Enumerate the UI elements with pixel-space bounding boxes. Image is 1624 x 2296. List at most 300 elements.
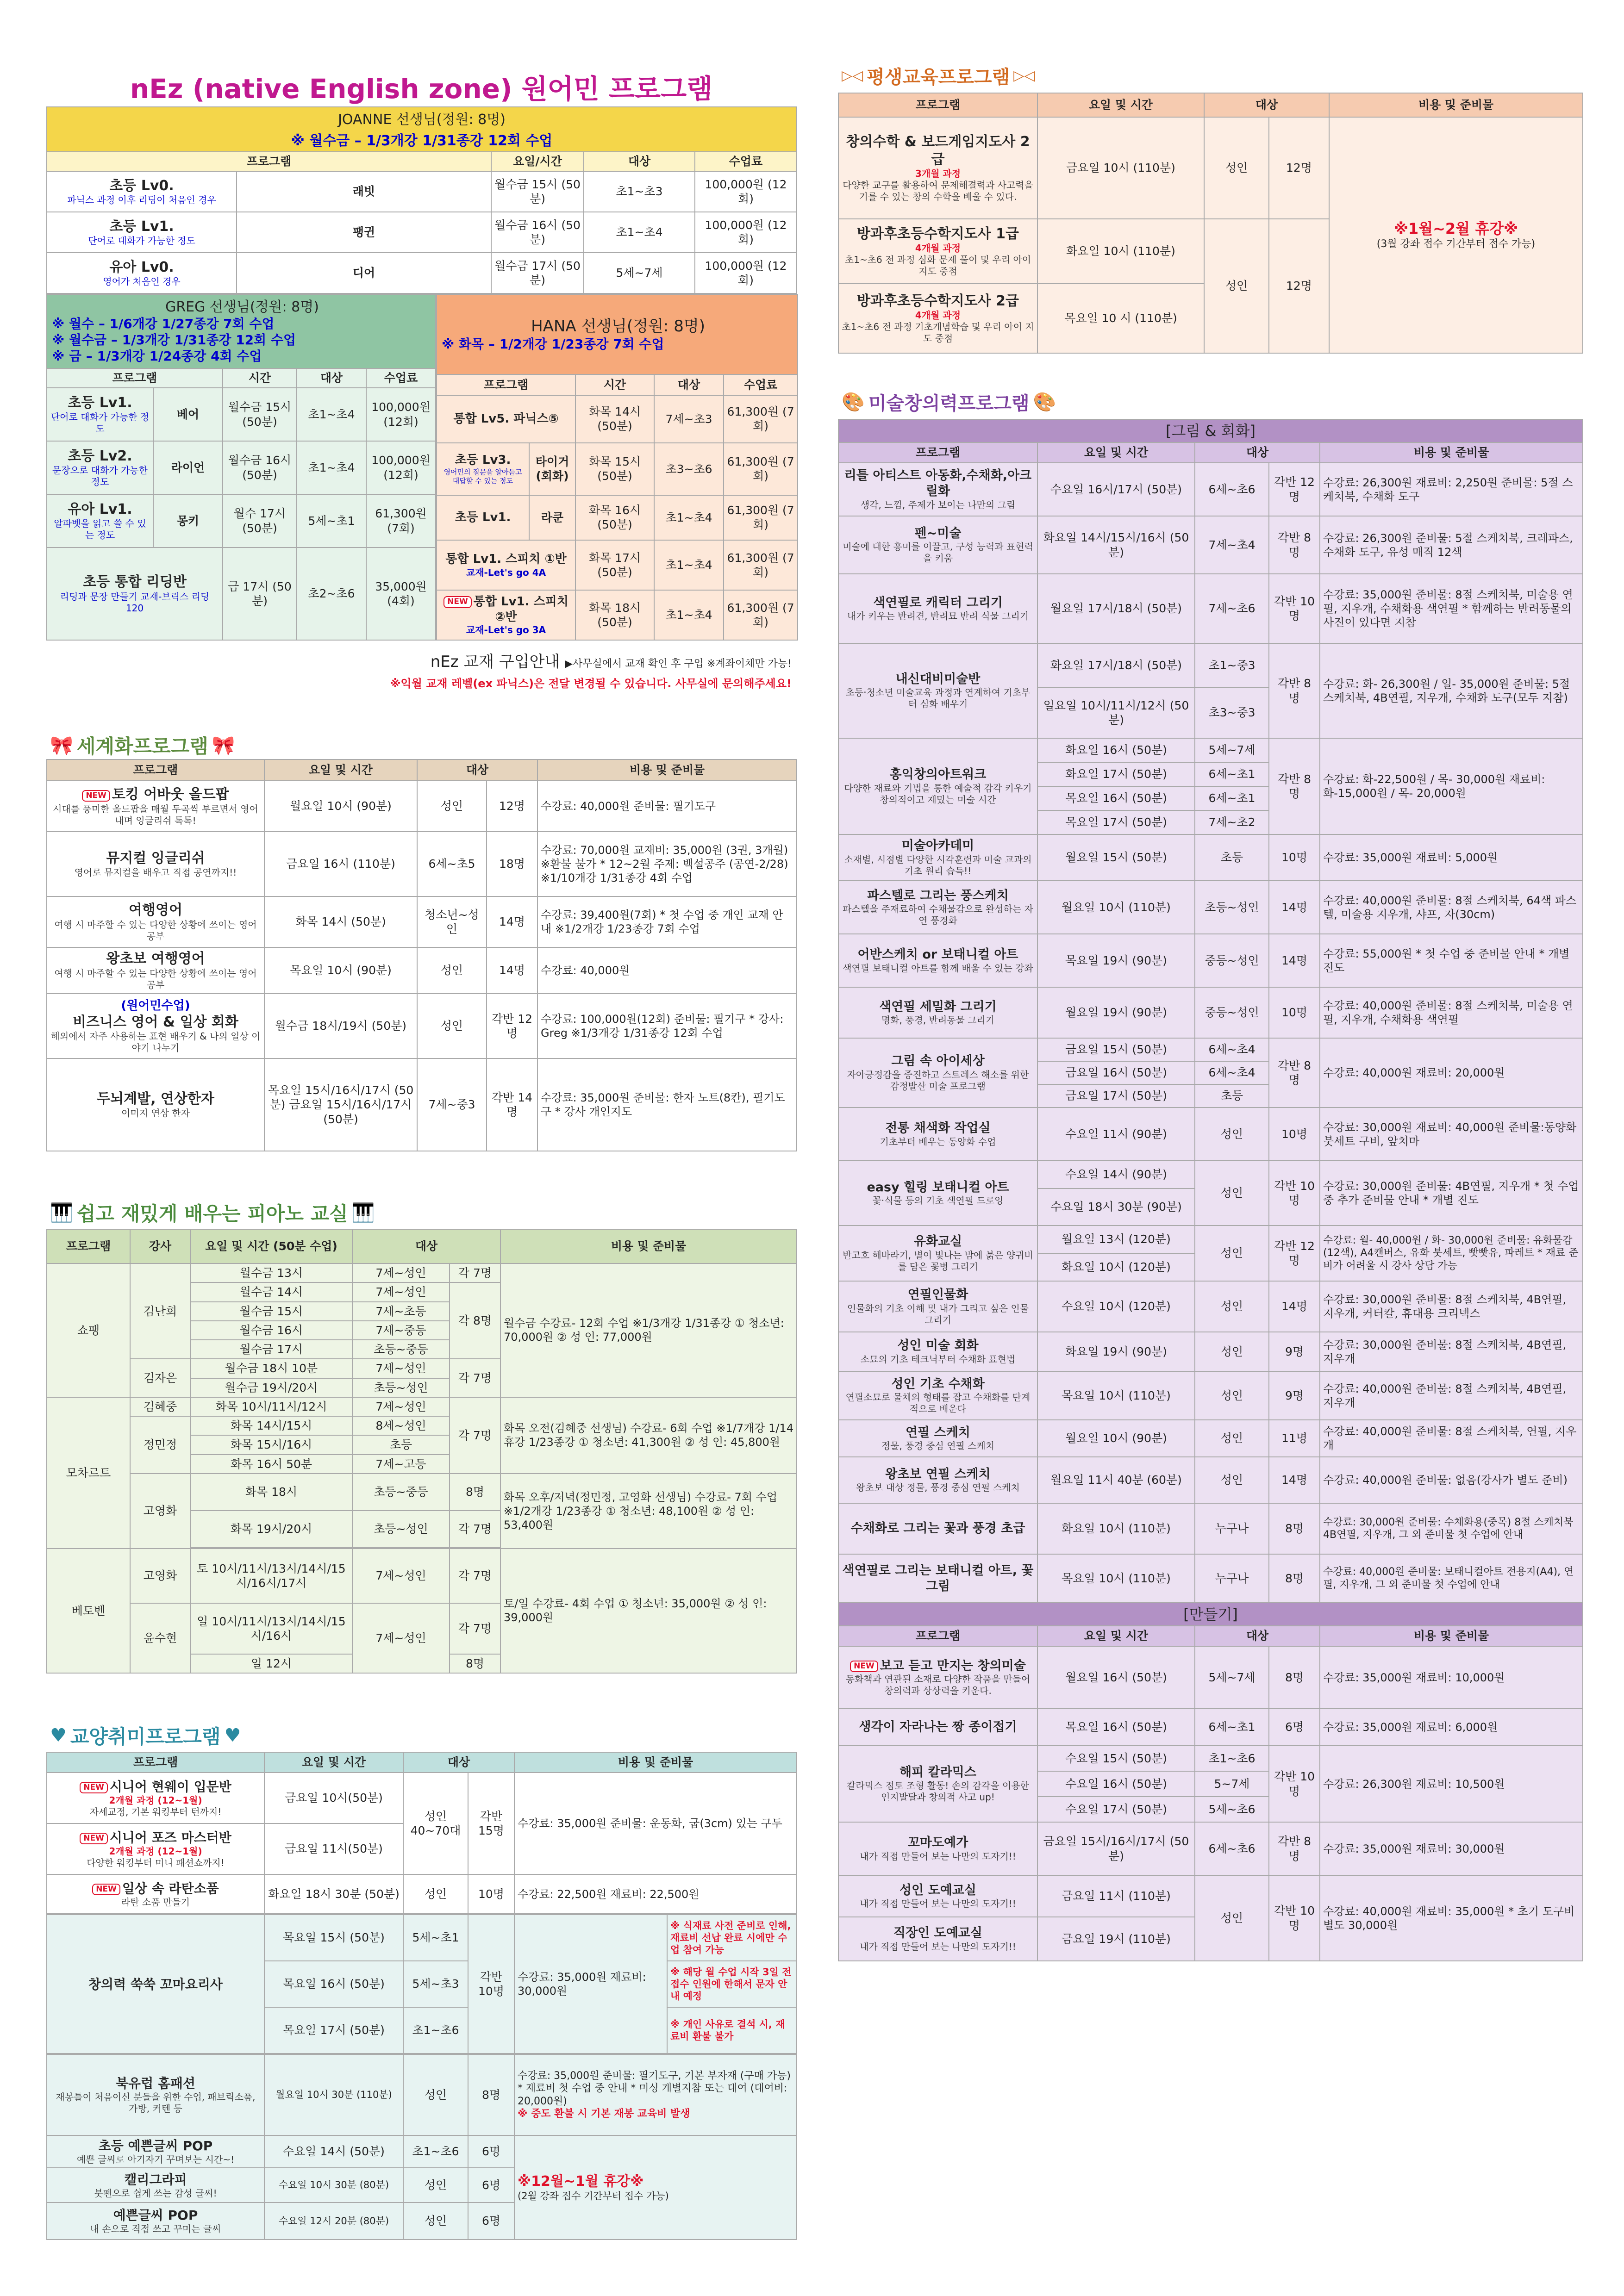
cost: 수강료: 30,000원 준비물: 8절 스케치북, 4B연필, 지우개, 커터칼, 휴대용 크리넥스 (1320, 1281, 1583, 1332)
fee: 100,000원 (12회) (695, 171, 797, 212)
capacity: 각 7명 (450, 1511, 500, 1548)
col-cost: 비용 및 준비물 (1320, 1626, 1583, 1646)
section-title: 쉽고 재밌게 배우는 피아노 교실 (76, 1202, 348, 1225)
program-name: 리틀 아티스트 아동화,수채화,아크릴화 (844, 468, 1032, 498)
time: 월수금 13시 (190, 1263, 352, 1282)
cost: 수강료: 40,000원 준비물: 8절 스케치북, 64색 파스텔, 미술용 지우개, 샤프, 자(30cm) (1320, 881, 1583, 934)
time: 월요일 19시 (90분) (1037, 987, 1195, 1038)
teacher: 김난희 (130, 1263, 190, 1359)
time: 월수금 16시 (190, 1321, 352, 1340)
cost: 화목 오후/저녁(정민정, 고영화 선생님) 수강료- 7회 수업 ※1/2개강 1/23종강 ① 청소년: 48,100원 ② 성 인: 53,400원 (500, 1474, 797, 1549)
hana-note: ※ 화목 – 1/2개강 1/23종강 7회 수업 (442, 336, 664, 352)
col-target: 대상 (584, 152, 695, 171)
ribbon-icon: ▷◁ (842, 68, 863, 84)
fee: 61,300원 (7회) (724, 495, 798, 540)
program-desc: 꽃·식물 등의 기초 색연필 드로잉 (872, 1195, 1004, 1207)
program-desc: 여행 시 마주할 수 있는 다양한 상황에 쓰이는 영어 공부 (54, 967, 257, 990)
col-program: 프로그램 (47, 759, 264, 781)
time: 수요일 14시 (90분) (1037, 1161, 1195, 1188)
time: 월요일 10시 30분 (110분) (264, 2054, 403, 2135)
col-target: 대상 (403, 1752, 514, 1773)
cost: 수강료: 월- 40,000원 / 화- 30,000원 준비물: 유화물감(12색), A4캔버스, 유화 붓세트, 빳빳유, 파레트 * 재료 준비가 어려울 시 강사 상담 가능 (1320, 1226, 1583, 1281)
col-target: 대상 (654, 374, 724, 395)
program-desc: 이미지 연상 한자 (121, 1108, 190, 1119)
hobby-table (46, 1752, 796, 2240)
table-row (437, 395, 798, 443)
target: 초등~성인 (352, 1378, 450, 1397)
time: 금요일 17시 (50분) (1037, 1084, 1195, 1108)
target: 초1~초4 (654, 590, 724, 640)
class-name: 라쿤 (529, 495, 575, 540)
program-desc: 예쁜 글씨로 아기자기 꾸며보는 시간~! (76, 2154, 234, 2165)
time: 화요일 17시 (50분) (1037, 762, 1195, 786)
capacity: 8명 (468, 2054, 514, 2135)
program-desc: 파닉스 과정 이후 리딩이 처음인 경우 (67, 194, 216, 206)
capacity: 각반 10명 (1269, 1746, 1320, 1822)
col-target: 대상 (1204, 93, 1329, 117)
cost: 수강료: 30,000원 준비물: 8절 스케치북, 4B연필, 지우개 (1320, 1332, 1583, 1371)
global-table (46, 759, 796, 1151)
teacher: 고영화 (130, 1549, 190, 1603)
time: 화목 14시 (50분) (575, 395, 654, 443)
target: 6세~초6 (1195, 463, 1269, 516)
target: 초1~중3 (1195, 643, 1269, 687)
capacity: 9명 (1269, 1371, 1320, 1420)
target: 초1~초3 (584, 171, 695, 212)
target: 6세~초6 (1195, 1822, 1269, 1875)
program-name: 시니어 현웨이 입문반 (109, 1779, 231, 1794)
capacity: 각반 10명 (1269, 1875, 1320, 1961)
cost: 수강료: 35,000원 재료비: 30,000원 (514, 1915, 667, 2053)
cost: 수강료: 화- 26,300원 / 일- 35,000원 준비물: 5절 스케치북, 4B연필, 지우개, 수채화 도구(모두 지참) (1320, 643, 1583, 738)
program-name: 유화교실 (913, 1234, 962, 1249)
program-desc: 다양한 워킹부터 미니 패션쇼까지! (87, 1857, 225, 1868)
greg-note: ※ 월수금 – 1/3개강 1/31종강 12회 수업 (52, 332, 296, 348)
palette-icon: 🎨 (1033, 392, 1056, 413)
target: 성인 (1195, 1875, 1269, 1961)
target: 성인 (1195, 1332, 1269, 1371)
target: 7세~성인 (352, 1263, 450, 1282)
target: 6세~초1 (1195, 762, 1269, 786)
time: 목요일 17시 (50분) (1037, 810, 1195, 834)
program-name: 성인 미술 회화 (897, 1338, 979, 1353)
col-target: 대상 (297, 368, 366, 388)
time: 화목 10시/11시/12시 (190, 1397, 352, 1416)
greg-name: GREG 선생님(정원: 8명) (165, 299, 319, 315)
time: 월수금 15시 (190, 1302, 352, 1321)
program-name: 초등 Lv1. (68, 394, 132, 411)
cost: 수강료: 35,000원 재료비: 10,000원 (1320, 1646, 1583, 1709)
table-row (437, 590, 798, 640)
program-desc: 다양한 재료와 기법을 통한 예술적 감각 키우기 창의적이고 재밌는 미술 시간 (844, 782, 1032, 805)
program-name: 연필인물화 (907, 1288, 968, 1302)
program-desc: 단어로 대화가 가능한 정도 (50, 411, 150, 435)
heart-icon: ♥ (50, 1725, 67, 1746)
capacity: 12명 (1269, 219, 1329, 353)
capacity: 14명 (1269, 881, 1320, 934)
cost: 화목 오전(김혜중 선생님) 수강료- 6회 수업 ※1/7개강 1/14휴강 1/23종강 ① 청소년: 41,300원 ② 성 인: 45,800원 (500, 1397, 797, 1474)
closed-notice: ※12월~1월 휴강※ (518, 2173, 644, 2190)
table-row (47, 212, 797, 253)
program-name: 방과후초등수학지도사 1급 (856, 225, 1019, 242)
class-name: 디어 (237, 253, 491, 293)
col-fee: 수업료 (366, 368, 436, 388)
nez-warning: ※익월 교재 레벨(ex 파닉스)은 전달 변경될 수 있습니다. 사무실에 문의해주세요! (390, 677, 792, 690)
fee: 100,000원 (12회) (366, 441, 436, 494)
target: 성인 (1195, 1281, 1269, 1332)
capacity: 각반 10명 (1269, 574, 1320, 643)
cost: 수강료: 35,000원 준비물: 필기도구, 기본 부자재 (구매 가능) * 재료비 첫 수업 중 안내 * 미싱 개별지참 또는 대여 (대여비: 20,000원) (518, 2070, 791, 2107)
capacity: 10명 (1269, 834, 1320, 881)
fee: 61,300원 (7회) (724, 540, 798, 590)
fee: 61,300원 (7회) (724, 590, 798, 640)
program-name: 예쁜글씨 POP (113, 2208, 198, 2223)
time: 토 10시/11시/13시/14시/15시/16시/17시 (190, 1549, 352, 1603)
capacity: 각반 8명 (1269, 1038, 1320, 1108)
program-desc: 해외에서 자주 사용하는 표현 배우기 & 나의 일상 이야기 나누기 (50, 1031, 261, 1053)
cost: 수강료: 26,300원 준비물: 5절 스케치북, 크레파스, 수채화 도구, 유성 매직 12색 (1320, 516, 1583, 574)
col-fee: 수업료 (724, 374, 798, 395)
time: 월수금 16시 (50분) (491, 212, 584, 253)
capacity: 각 7명 (450, 1603, 500, 1654)
table-row (47, 1773, 797, 1823)
table-row (47, 1058, 797, 1151)
target: 초1~초4 (584, 212, 695, 253)
notice: ※ 식재료 사전 준비로 인해, 재료비 선납 완료 시에만 수업 참여 가능 (667, 1915, 797, 1961)
time: 목요일 15시 (50분) (264, 1915, 403, 1961)
capacity: 각 7명 (450, 1263, 500, 1282)
program-desc: 여행 시 마주할 수 있는 다양한 상황에 쓰이는 영어 공부 (54, 919, 257, 942)
time: 화목 16시 50분 (190, 1455, 352, 1474)
target: 초등~성인 (1195, 881, 1269, 934)
new-badge: NEW (80, 1782, 108, 1793)
target: 초1~초4 (654, 495, 724, 540)
capacity: 10명 (1269, 987, 1320, 1038)
time: 화요일 10시 (120분) (1037, 1253, 1195, 1281)
table-row (47, 896, 797, 947)
program-name: 북유럽 홈패션 (115, 2076, 196, 2091)
col-time: 요일 및 시간 (50분 수업) (190, 1229, 352, 1263)
program-name: 초등 통합 리딩반 (83, 574, 187, 591)
capacity: 18명 (487, 832, 537, 896)
target: 7세~성인 (352, 1397, 450, 1416)
time: 수요일 10시 30분 (80분) (264, 2168, 403, 2203)
program-name: 쇼팽 (47, 1263, 130, 1397)
notice: ※ 해당 월 수업 시작 3일 전 접수 인원에 한해서 문자 안내 예정 (667, 1961, 797, 2007)
time: 화목 18시 (190, 1474, 352, 1511)
time: 월수금 15시 (50분) (223, 388, 297, 441)
capacity: 6명 (468, 2203, 514, 2240)
time: 월요일 13시 (120분) (1037, 1226, 1195, 1253)
program-name: 비즈니스 영어 & 일상 회화 (73, 1014, 238, 1030)
time: 월수금 16시 (50분) (223, 441, 297, 494)
art-sub-title: [그림 & 회화] (838, 419, 1583, 442)
program-name: 직장인 도예교실 (893, 1926, 982, 1941)
target: 초등 (1195, 834, 1269, 881)
fee: 100,000원 (12회) (695, 212, 797, 253)
capacity: 11명 (1269, 1420, 1320, 1457)
cost: 수강료: 26,300원 재료비: 2,250원 준비물: 5절 스케치북, 수채화 도구 (1320, 463, 1583, 516)
class-name: 베어 (153, 388, 223, 441)
program-desc: 영어민의 질문을 알아듣고 대답할 수 있는 정도 (443, 467, 522, 485)
target: 성인 (417, 994, 487, 1058)
col-fee: 수업료 (695, 152, 797, 171)
time: 금요일 19시 (110분) (1037, 1917, 1195, 1961)
col-time: 요일/시간 (491, 152, 584, 171)
program-name: 토킹 어바웃 올드팝 (112, 786, 229, 803)
teacher: 정민정 (130, 1416, 190, 1474)
capacity: 6명 (1269, 1709, 1320, 1746)
target: 초2~초6 (297, 548, 366, 640)
time: 월수금 19시/20시 (190, 1378, 352, 1397)
col-program: 프로그램 (47, 1229, 130, 1263)
program-name: 베토벤 (47, 1549, 130, 1673)
table-row (47, 994, 797, 1058)
table-row (47, 388, 436, 441)
class-name: 팽귄 (237, 212, 491, 253)
capacity: 각반 14명 (487, 1058, 537, 1151)
art-title (838, 389, 1060, 415)
program-name: 통합 Lv5. 파닉스⑤ (453, 412, 559, 426)
time: 화목 17시 (50분) (575, 540, 654, 590)
life-table (838, 93, 1582, 354)
col-time: 요일 및 시간 (264, 1752, 403, 1773)
cost: 수강료: 30,000원 준비물: 4B연필, 지우개 * 첫 수업 중 추가 준비물 안내 * 개별 진도 (1320, 1161, 1583, 1226)
program-desc: 내가 직접 만들어 보는 나만의 도자기!! (860, 1850, 1016, 1862)
notice: ※ 중도 환불 시 기본 재봉 교육비 발생 (518, 2108, 690, 2120)
program-desc: 파스텔을 주재료하여 수채물감으로 완성하는 자연 풍경화 (843, 903, 1033, 927)
program-name: 왕초보 여행영어 (106, 951, 205, 967)
col-cost: 비용 및 준비물 (514, 1752, 797, 1773)
closed-subnotice: (3월 강좌 접수 기간부터 접수 가능) (1376, 238, 1536, 250)
program-name: 펜~미술 (914, 526, 962, 541)
target: 성인 (417, 781, 487, 832)
table-row (47, 253, 797, 293)
col-cost: 비용 및 준비물 (537, 759, 797, 781)
col-program: 프로그램 (47, 368, 223, 388)
program-desc: 소재별, 시점별 다양한 시각훈련과 미술 교과의 기초 원리 습득!! (844, 853, 1032, 877)
target: 성인 (417, 947, 487, 994)
program-desc: 내 손으로 직접 쓰고 꾸미는 글씨 (90, 2223, 221, 2234)
fee: 100,000원 (12회) (366, 388, 436, 441)
time: 화요일 10시 (110분) (1037, 1503, 1195, 1554)
time: 월요일 10시 (110분) (1037, 881, 1195, 934)
heart-icon: ♥ (224, 1725, 241, 1746)
target: 6세~초1 (1195, 1709, 1269, 1746)
program-desc: 라탄 소품 만들기 (121, 1896, 190, 1908)
time: 월요일 10시 (90분) (1037, 1420, 1195, 1457)
fee: 35,000원 (4회) (366, 548, 436, 640)
target: 성인 (403, 2054, 468, 2135)
target: 5세~7세 (584, 253, 695, 293)
time: 목요일 10시 (110분) (1037, 1554, 1195, 1603)
time: 월요일 10시 (90분) (264, 781, 417, 832)
capacity: 12명 (487, 781, 537, 832)
capacity: 각반 12명 (1269, 463, 1320, 516)
teacher: 윤수현 (130, 1603, 190, 1673)
program-desc: 미술에 대한 흥미를 이끌고, 구성 능력과 표현력을 키움 (843, 541, 1033, 564)
capacity: 8명 (1269, 1503, 1320, 1554)
time: 화목 18시 (50분) (575, 590, 654, 640)
program-desc: 교재-Let's go 3A (466, 624, 546, 635)
program-name: 통합 Lv1. 스피치 ①반 (445, 552, 567, 566)
target: 성인 (403, 2168, 468, 2203)
fee: 61,300원 (7회) (724, 443, 798, 495)
program-desc: 소묘의 기초 테크닉부터 수채화 표현법 (860, 1353, 1016, 1365)
target: 7세~성인 (352, 1549, 450, 1603)
target: 초3~초6 (654, 443, 724, 495)
program-name: 초등 Lv3. (455, 453, 511, 467)
capacity: 각 7명 (450, 1549, 500, 1603)
capacity: 각반 15명 (468, 1773, 514, 1874)
section-title: 평생교육프로그램 (867, 67, 1010, 88)
program-period: 2개월 과정 (12~1월) (109, 1794, 202, 1806)
program-desc: 칼라믹스 점토 조형 활동! 손의 감각을 이용한 인지발달과 창의적 사고 up! (847, 1780, 1029, 1803)
target: 초등 (1195, 1084, 1269, 1108)
time: 목요일 16시 (50분) (264, 1961, 403, 2007)
program-period: 2개월 과정 (12~1월) (109, 1845, 202, 1857)
capacity: 각반 10명 (468, 1915, 514, 2053)
time: 금요일 16시 (110분) (264, 832, 417, 896)
cost: 수강료: 40,000원 재료비: 20,000원 (1320, 1038, 1583, 1108)
time: 화목 15시/16시 (190, 1435, 352, 1454)
program-desc: 영어가 처음인 경우 (103, 276, 181, 287)
target: 7세~초4 (1195, 516, 1269, 574)
target: 누구나 (1195, 1554, 1269, 1603)
target: 6세~초1 (1195, 786, 1269, 810)
cost: 월수금 수강료- 12회 수업 ※1/3개강 1/31종강 ① 청소년: 70,000원 ② 성 인: 77,000원 (500, 1263, 797, 1397)
cost: 수강료: 26,300원 재료비: 10,500원 (1320, 1746, 1583, 1822)
target: 6세~초4 (1195, 1038, 1269, 1061)
table-row (47, 171, 797, 212)
time: 금요일 11시(50분) (264, 1823, 403, 1874)
program-desc: 내가 키우는 반려견, 반려묘 반려 식물 그리기 (847, 610, 1029, 622)
program-desc: 정물, 풍경 중심 연필 스케치 (881, 1440, 995, 1452)
target: 중등~성인 (1195, 987, 1269, 1038)
time: 월수 17시 (50분) (223, 494, 297, 548)
program-desc: 재봉틀이 처음이신 분들을 위한 수업, 패브릭소품, 가방, 커텐 등 (56, 2091, 256, 2114)
cost: 토/일 수강료- 4회 수업 ① 청소년: 35,000원 ② 성 인: 39,000원 (500, 1549, 797, 1673)
section-title: 세계화프로그램 (76, 735, 208, 758)
program-desc: 색연필 보태니컬 아트를 함께 배울 수 있는 강좌 (843, 962, 1033, 974)
capacity: 6명 (468, 2168, 514, 2203)
program-name: 왕초보 연필 스케치 (885, 1467, 991, 1481)
target: 초등~성인 (352, 1511, 450, 1548)
teacher: 김혜중 (130, 1397, 190, 1416)
piano-table (46, 1229, 796, 1674)
program-name: 수채화로 그리는 꽃과 풍경 초급 (850, 1521, 1025, 1536)
program-desc: 연필소묘로 물체의 형태를 잡고 수채화를 단계적으로 배운다 (845, 1392, 1031, 1415)
cost: 수강료: 35,000원 재료비: 5,000원 (1320, 834, 1583, 881)
time: 금요일 15시 (50분) (1037, 1038, 1195, 1061)
target: 7세~중3 (417, 1058, 487, 1151)
cost: 수강료: 39,400원(7회) * 첫 수업 중 개인 교재 안내 ※1/2개강 1/23종강 7회 수업 (537, 896, 797, 947)
col-time: 요일 및 시간 (1037, 442, 1195, 463)
program-name: 그림 속 아이세상 (891, 1054, 985, 1069)
col-time: 요일 및 시간 (264, 759, 417, 781)
time: 금요일 15시/16시/17시 (50분) (1037, 1822, 1195, 1875)
time: 월요일 16시 (50분) (1037, 1646, 1195, 1709)
piano-icon: 🎹 (50, 1202, 73, 1224)
table-row (47, 781, 797, 832)
target: 성인 (403, 1874, 468, 1914)
capacity: 14명 (487, 896, 537, 947)
program-desc: 반고흐 해바라기, 별이 빛나는 밤에 붉은 양귀비를 담은 꽃병 그리기 (843, 1249, 1033, 1272)
program-name: 모차르트 (47, 1397, 130, 1549)
cost: 수강료: 30,000원 준비물: 수채화용(중목) 8절 스케치북 4B연필, 지우개, 그 외 준비물 첫 수업에 안내 (1320, 1503, 1583, 1554)
piano-title (46, 1199, 379, 1226)
target: 초등~중등 (352, 1340, 450, 1359)
cost: 수강료: 40,000원 (537, 947, 797, 994)
target: 5세~초3 (403, 1961, 468, 2007)
cost: 수강료: 30,000원 재료비: 40,000원 준비물:동양화 붓세트 구비, 앞치마 (1320, 1108, 1583, 1161)
cost: 수강료: 40,000원 준비물: 없음(강사가 별도 준비) (1320, 1457, 1583, 1503)
target: 6세~초4 (1195, 1061, 1269, 1084)
col-program: 프로그램 (838, 93, 1037, 117)
time: 일 12시 (190, 1654, 352, 1673)
time: 화요일 17시/18시 (50분) (1037, 643, 1195, 687)
capacity: 각반 8명 (1269, 738, 1320, 834)
time: 수요일 11시 (90분) (1037, 1108, 1195, 1161)
table-row (47, 832, 797, 896)
capacity: 각반 8명 (1269, 643, 1320, 738)
target: 중등~성인 (1195, 934, 1269, 987)
time: 수요일 12시 20분 (80분) (264, 2203, 403, 2240)
time: 월요일 17시/18시 (50분) (1037, 574, 1195, 643)
program-desc: 문장으로 대화가 가능한 정도 (52, 465, 148, 488)
target: 7세~초2 (1195, 810, 1269, 834)
target: 초등~중등 (352, 1474, 450, 1511)
program-name: 캘리그라피 (124, 2172, 187, 2187)
time: 금요일 10시(50분) (264, 1773, 403, 1823)
section-title: 교양취미프로그램 (70, 1725, 221, 1748)
program-desc: 인물화의 기초 이해 및 내가 그리고 싶은 인물 그리기 (847, 1302, 1029, 1325)
class-name: 몽키 (153, 494, 223, 548)
time: 일 10시/11시/13시/14시/15시/16시 (190, 1603, 352, 1654)
program-name: 뮤지컬 잉글리쉬 (106, 850, 205, 866)
closed-subnotice: (2월 강좌 접수 기간부터 접수 가능) (518, 2190, 669, 2202)
program-name: 일상 속 라탄소품 (122, 1880, 219, 1896)
target: 7세~중등 (352, 1321, 450, 1340)
time: 일요일 10시/11시/12시 (50분) (1037, 687, 1195, 738)
program-name: 초등 Lv1. (455, 510, 511, 525)
time: 화목 15시 (50분) (575, 443, 654, 495)
target: 성인 (1204, 117, 1269, 219)
program-name: 여행영어 (129, 902, 182, 919)
capacity: 각 7명 (450, 1359, 500, 1397)
program-desc: 교재-Let's go 4A (466, 566, 546, 578)
time: 수요일 16시/17시 (50분) (1037, 463, 1195, 516)
program-name: 성인 기초 수채화 (891, 1376, 985, 1391)
col-program: 프로그램 (437, 374, 575, 395)
target: 5세~7세 (1195, 738, 1269, 762)
class-name: 래빗 (237, 171, 491, 212)
target: 6세~초5 (417, 832, 487, 896)
capacity: 12명 (1269, 117, 1329, 219)
hana-name: HANA 선생님(정원: 8명) (531, 317, 705, 336)
program-name: 보고 듣고 만지는 창의미술 (880, 1658, 1026, 1673)
program-name: 창의수학 & 보드게임지도사 2급 (846, 134, 1030, 168)
program-name: 파스텔로 그리는 풍스케치 (867, 888, 1009, 903)
program-name: 꼬마도예가 (907, 1836, 968, 1850)
cost: 수강료: 40,000원 준비물: 보태니컬아트 전용지(A4), 연필, 지우개, 그 외 준비물 첫 수업에 안내 (1320, 1554, 1583, 1603)
program-period: 3개월 과정 (915, 168, 961, 179)
col-time: 요일 및 시간 (1037, 1626, 1195, 1646)
capacity: 각반 8명 (1269, 1822, 1320, 1875)
program-desc: 생각, 느낌, 주제가 보이는 나만의 그림 (860, 499, 1016, 510)
art-table (838, 419, 1582, 1961)
time: 금요일 11시 (110분) (1037, 1875, 1195, 1917)
